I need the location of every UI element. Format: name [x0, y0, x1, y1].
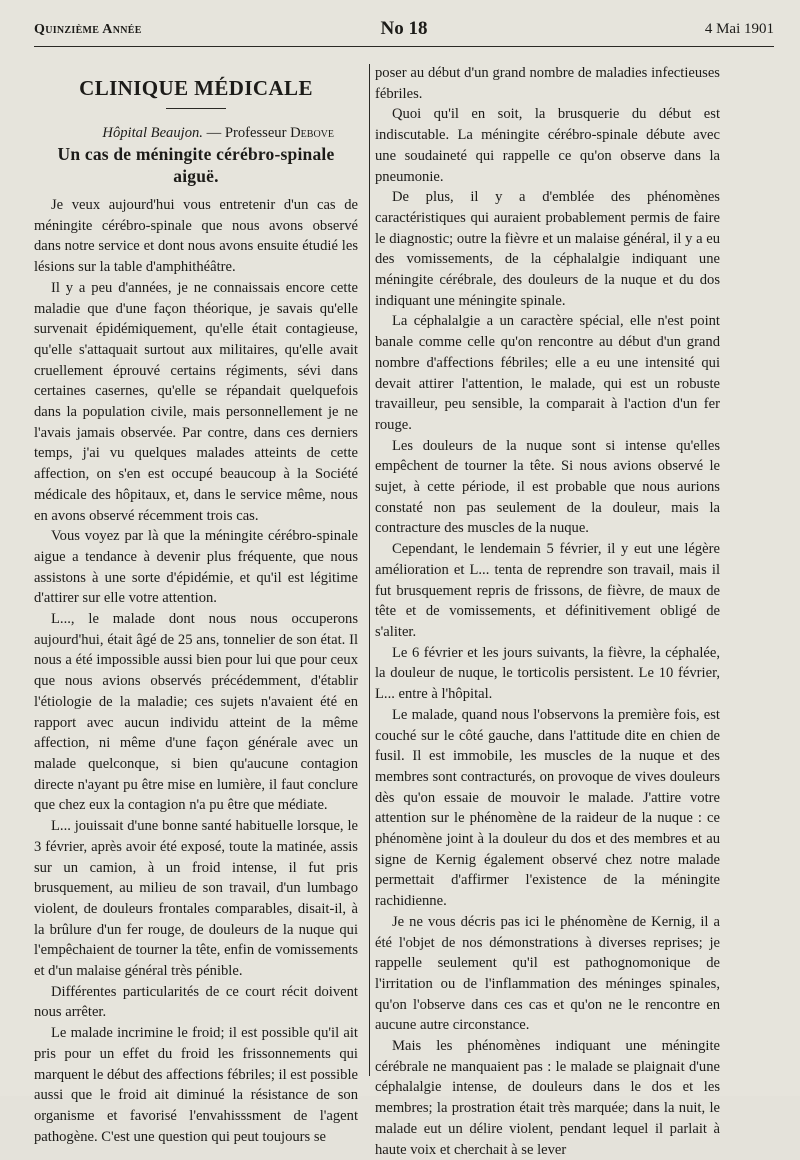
paragraph: La céphalalgie a un caractère spécial, elle n'est point banale comme celle qu'on rencontre au début d'un grand nombre d'affections fébriles; elle a eu une intensité qui devait attirer l'attention, le malade, qui est un robuste travailleur, peu sensible, la comparait à l'action d'un fer rouge.: [375, 313, 720, 433]
paragraph-continued: poser au début d'un grand nombre de maladies infectieuses fébriles.: [375, 65, 720, 102]
byline: [34, 123, 334, 143]
paragraph: Le 6 février et les jours suivants, la fièvre, la céphalée, la douleur de nuque, le torticolis persistent. Le 10 février, L... entre à l'hôpital.: [375, 644, 720, 703]
paragraph: L..., le malade dont nous nous occuperons aujourd'hui, était âgé de 25 ans, tonnelier de son état. Il nous a été impossible aussi bien pour lui que pour ceux que nous avions observés précédemment, d'établir l'étiologie de la maladie; ces sujets n'avaient été en rapport avec aucun individu atteint de la même affection, ni même d'une façon générale avec un malade quelconque, si bien qu'aucune contagion directe n'ayant pu être mise en lumière, il faut conclure que chez eux la contagion n'a pu être que médiate.: [34, 611, 358, 814]
running-header: [34, 20, 774, 44]
professor-title: Professeur: [224, 125, 287, 141]
paragraph: De plus, il y a d'emblée des phénomènes caractéristiques qui auraient probablement permis de faire le diagnostic; outre la fièvre et un malaise général, il y a eu des vomissements, de la céphalalgie indiquant une méningite cérébrale, des douleurs de la nuque et du dos indiquant une méningite spinale.: [375, 189, 720, 309]
paragraph: Vous voyez par là que la méningite cérébro-spinale aigue a tendance à devenir plus fréquente, que nous assistons à une sorte d'épidémie, et qu'il est légitime d'attirer sur elle votre attention.: [34, 528, 358, 607]
left-column: [34, 66, 358, 1145]
header-rule: [34, 46, 774, 47]
title-rule: [166, 108, 226, 109]
paragraph: Cependant, le lendemain 5 février, il y eut une légère amélioration et L... tenta de reprendre son travail, mais il fut brusquement repris de frissons, de fièvre, de maux de tête et de vomissements, et définitivement obligé de s'aliter.: [375, 541, 720, 640]
paragraph: Il y a peu d'années, je ne connaissais encore cette maladie que d'une façon théorique, je savais qu'elle survenait épidémiquement, qu'elle était contagieuse, qu'elle s'attaquait surtout aux militaires, qu'elle avait cruellement éprouvé certains régiments, sévi dans certaines casernes, qu'elle se répandait quelquefois dans la population civile, mais personnellement je ne l'avais jamais observée. Par contre, dans ces derniers temps, j'ai vu quelques malades atteints de cette affection, on s'en est occupé beaucoup à la Société médicale des hôpitaux, et, dans le service même, nous en avons observé récemment trois cas.: [34, 279, 358, 524]
paragraph: Les douleurs de la nuque sont si intense qu'elles empêchent de tourner la tête. Si nous avions observé le sujet, à cette période, il est probable que nous aurions constaté non pas seulement de la douleur, mais la contracture des muscles de la nuque.: [375, 437, 720, 537]
section-title: CLINIQUE MÉDICALE: [79, 76, 313, 100]
paragraph: L... jouissait d'une bonne santé habituelle lorsque, le 3 février, après avoir été exposé, toute la matinée, assis sur un camion, à un froid intense, il fut pris brusquement, au milieu de son travail, d'un lumbago violent, de douleurs frontales comparables, disait-il, à la brûlure d'un fer rouge, de douleurs de la nuque qui l'empêchaient de tourner la tête, enfin de vomissements et d'un malaise général très pénible.: [34, 818, 358, 980]
paragraph: Je ne vous décris pas ici le phénomène de Kernig, il a été l'objet de nos démonstrations à diverses reprises; je rappelle seulement qu'il est pathognomonique de l'irritation ou de l'inflammation des méninges spinales, qu'on l'observe dans ces cas et qu'on ne le rencontre en aucune autre circonstance.: [375, 913, 720, 1034]
article-title: Un cas de méningite cérébro-spinale aiguë.: [57, 144, 335, 186]
volume-label: Quinzième Année: [34, 22, 142, 37]
professor-name: Debove: [290, 125, 334, 141]
hospital-name: Hôpital Beaujon.: [102, 125, 203, 141]
issue-number: No 18: [380, 18, 428, 39]
column-divider: [369, 64, 370, 1076]
paragraph: Je veux aujourd'hui vous entretenir d'un cas de méningite cérébro-spinale que nous avons observé dans notre service et dont nous avons ensuite étudié les lésions sur la table d'amphithéâtre.: [34, 197, 358, 276]
right-column: [375, 63, 720, 1158]
paragraph: Mais les phénomènes indiquant une méningite cérébrale ne manquaient pas : le malade se plaignait d'une céphalalgie intense, de douleurs dans le dos et les membres; la prostration était très marquée; dans la nuit, le malade eut un délire violent, pendant lequel il parlait à haute voix et cherchait à se lever: [375, 1038, 720, 1158]
issue-date: 4 Mai 1901: [704, 21, 774, 37]
paragraph: Le malade incrimine le froid; il est possible qu'il ait pris pour un effet du froid les frissonnements qui marquent le début des affections fébriles; il est possible aussi que le froid ait diminué la résistance de son organisme et favorisé l'envahisssment de l'agent pathogène. C'est une question qui peut toujours se: [34, 1025, 358, 1145]
byline-dash: —: [206, 125, 222, 141]
paragraph: Différentes particularités de ce court récit doivent nous arrêter.: [34, 983, 358, 1021]
paragraph: Le malade, quand nous l'observons la première fois, est couché sur le côté gauche, dans l'attitude dite en chien de fusil. Il est immobile, les muscles de la nuque et des membres sont contracturés, on provoque de vives douleurs dès qu'on essaie de mouvoir le malade. J'attire votre attention sur le phénomène de la raideur de la nuque : ce phénomène joint à la douleur du dos et des membres et au signe de Kernig également observé chez notre malade permettait d'affirmer l'existence de la méningite rachidienne.: [375, 706, 720, 910]
paragraph: Quoi qu'il en soit, la brusquerie du début est indiscutable. La méningite cérébro-spinale débute avec une soudaineté qui rappelle ce qu'on observe dans la pneumonie.: [375, 106, 720, 185]
